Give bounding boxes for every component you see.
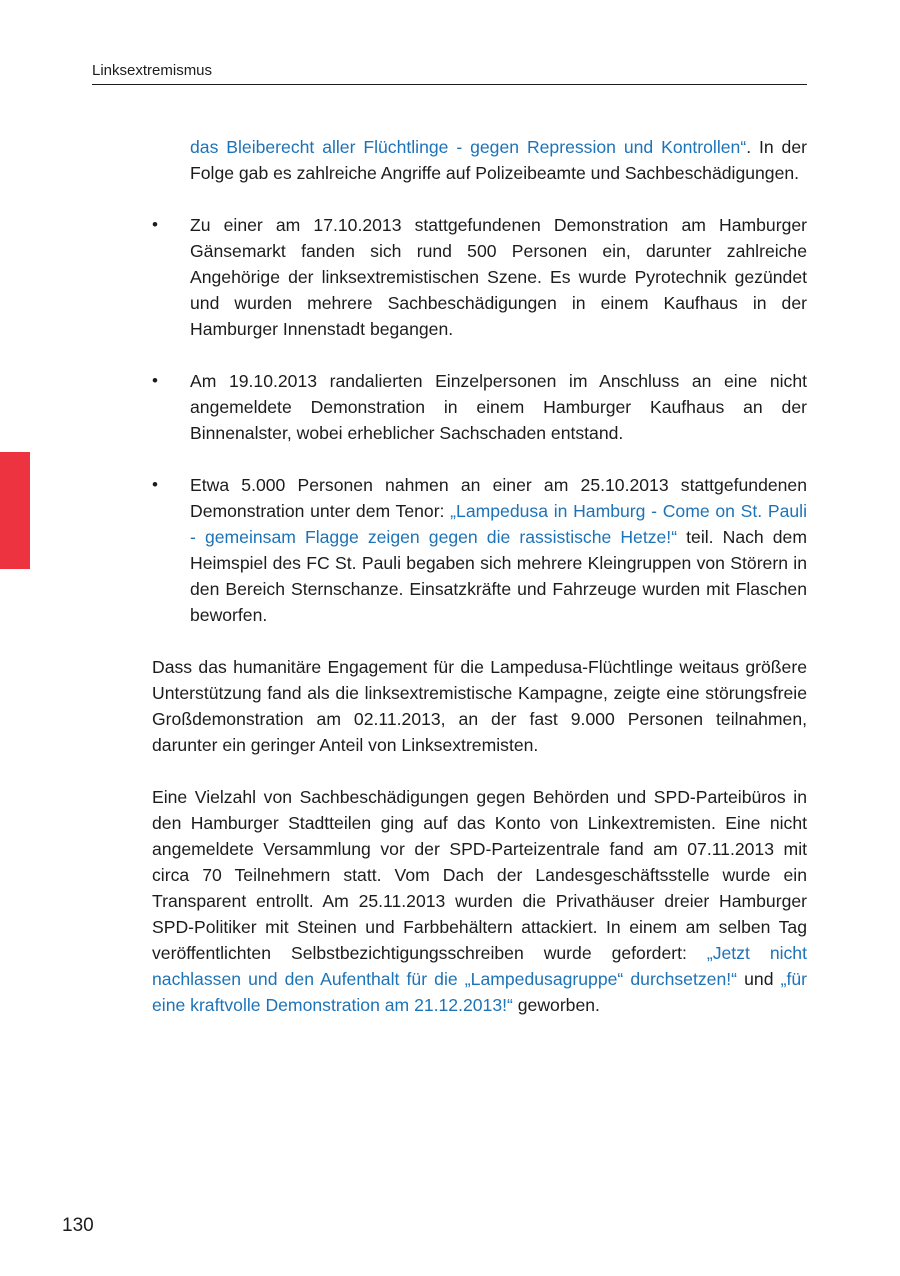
text-run: Etwa 5.000 Personen nahmen an einer am 25.10.2013 stattgefundenen Demonstration unter dem Tenor: [190, 475, 807, 521]
quote-text: „für eine kraftvolle Demonstration am 21.12.2013!“ [152, 969, 807, 1015]
list-item-text [190, 472, 807, 628]
quote-text: „Jetzt nicht nachlassen und den Aufenthalt für die „Lampedusagruppe“ durchsetzen!“ [152, 943, 807, 989]
quote-text: „Lampedusa in Hamburg - Come on St. Pauli - gemeinsam Flagge zeigen gegen die rassistische Hetze!“ [190, 501, 807, 547]
paragraph: Dass das humanitäre Engagement für die Lampedusa-Flüchtlinge weitaus größere Unterstützung fand als die linksextremistische Kampagne, zeigte eine störungsfreie Großdemonstration am 02.11.2013, an der fast 9.000 Personen teilnahmen, darunter ein geringer Anteil von Linksextremisten. [152, 657, 807, 755]
page-number: 130 [62, 1215, 94, 1236]
list-item [152, 368, 807, 446]
paragraph [152, 784, 807, 1018]
bullet-marker: • [152, 215, 158, 234]
text-run: geworben. [512, 995, 600, 1015]
list-item-text: Am 19.10.2013 randalierten Einzelpersonen im Anschluss an eine nicht angemeldete Demonstration in einem Hamburger Kaufhaus an der Binnenalster, wobei erheblicher Sachschaden entstand. [190, 371, 807, 443]
bullet-marker: • [152, 475, 158, 494]
running-header: Linksextremismus [92, 62, 807, 85]
quote-text: das Bleiberecht aller Flüchtlinge - gegen Repression und Kontrollen“ [190, 137, 747, 157]
text-run: teil. Nach dem Heimspiel des FC St. Pauli begaben sich mehrere Kleingruppen von Störern in den Bereich Sternschanze. Einsatzkräfte und Fahrzeuge wurden mit Flaschen beworfen. [190, 527, 807, 625]
paragraph-text: . In der Folge gab es zahlreiche Angriffe auf Polizeibeamte und Sachbeschädigungen. [190, 137, 807, 183]
text-run: Eine Vielzahl von Sachbeschädigungen gegen Behörden und SPD-Parteibüros in den Hamburger Stadtteilen ging auf das Konto von Linkextremisten. Eine nicht angemeldete Versammlung vor der SPD-Parteizentrale fand am 07.11.2013 mit circa 70 Teilnehmern statt. Vom Dach der Landesgeschäftsstelle wurde ein Transparent entrollt. Am 25.11.2013 wurden die Privathäuser dreier Hamburger SPD-Politiker mit Steinen und Farbbehältern attackiert. In einem am selben Tag veröffentlichten Selbstbezichtigungsschreiben wurde gefordert: [152, 787, 807, 963]
list-item [152, 472, 807, 628]
bullet-marker: • [152, 371, 158, 390]
list-item-text: Zu einer am 17.10.2013 stattgefundenen Demonstration am Hamburger Gänsemarkt fanden sich rund 500 Personen ein, darunter zahlreiche Angehörige der linksextremistischen Szene. Es wurde Pyrotechnik gezündet und wurden mehrere Sachbeschädigungen in einem Kaufhaus in der Hamburger Innenstadt begangen. [190, 215, 807, 339]
continued-paragraph [190, 134, 807, 186]
text-run: und [736, 969, 781, 989]
page-body [152, 134, 807, 1018]
list-item [152, 212, 807, 342]
chapter-side-tab [0, 452, 30, 569]
